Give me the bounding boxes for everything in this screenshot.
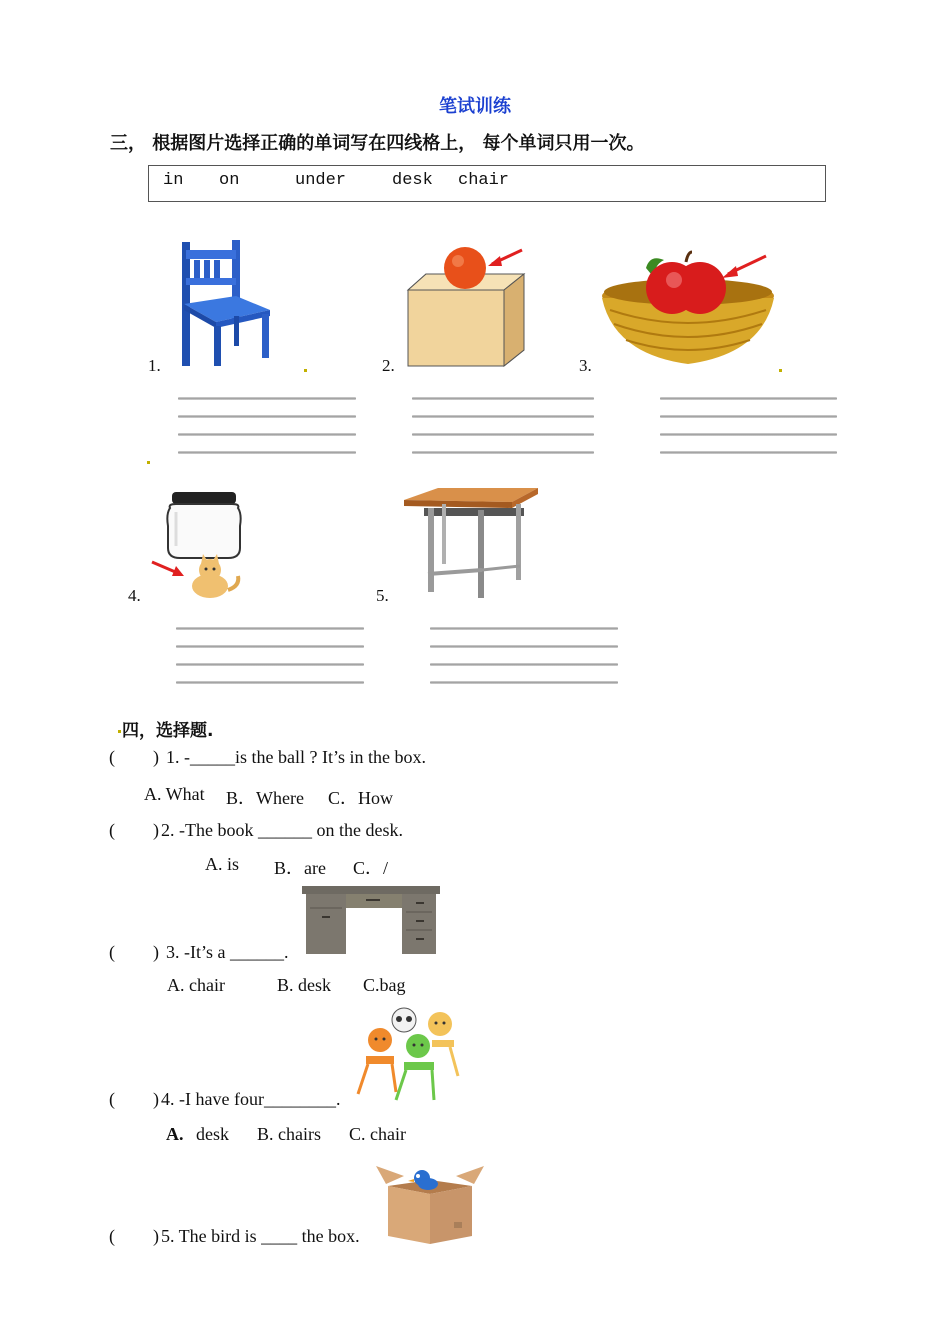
writing-lines-5[interactable]	[430, 627, 618, 699]
q1-option-c[interactable]: C．How	[328, 788, 394, 808]
word-in: in	[163, 171, 184, 190]
q3-option-b[interactable]: B. desk	[277, 975, 331, 995]
q4-option-b[interactable]: B. chairs	[257, 1124, 321, 1144]
q3-option-a[interactable]: A. chair	[167, 975, 225, 995]
q1-text: 1. -_____is the ball ? It’s in the box.	[166, 747, 426, 767]
q4-paren-close[interactable]: )	[153, 1089, 159, 1109]
school-desk-icon	[402, 486, 540, 602]
q4-text: 4. -I have four________.	[161, 1089, 341, 1109]
page-title: 笔试训练	[439, 96, 511, 117]
item-3-number: 3.	[579, 356, 592, 375]
q3-option-c[interactable]: C.bag	[363, 975, 406, 995]
item-4-number: 4.	[128, 586, 141, 605]
cat-under-jar-icon	[150, 490, 262, 602]
bird-in-box-icon	[374, 1160, 486, 1244]
item-2-number: 2.	[382, 356, 395, 375]
q2-option-c[interactable]: C．/	[353, 858, 389, 878]
q2-text: 2. -The book ______ on the desk.	[161, 820, 403, 840]
q2-paren-open[interactable]: (	[109, 820, 115, 840]
section-4-heading: 四，选择题.	[122, 721, 214, 741]
q2-paren-close[interactable]: )	[153, 820, 159, 840]
q5-paren-open[interactable]: (	[109, 1226, 115, 1246]
q4-option-a-label[interactable]: A.	[166, 1124, 184, 1144]
q2-option-b[interactable]: B．are	[274, 858, 326, 878]
word-under: under	[295, 171, 347, 190]
decor-dot	[779, 369, 782, 372]
ball-on-box-icon	[404, 244, 528, 370]
section-3-heading: 三， 根据图片选择正确的单词写在四线格上， 每个单词只用一次。	[110, 133, 645, 154]
apple-in-basket-icon	[600, 254, 776, 366]
writing-lines-2[interactable]	[412, 397, 594, 469]
q3-paren-open[interactable]: (	[109, 942, 115, 962]
decor-dot	[304, 369, 307, 372]
q2-option-a[interactable]: A. is	[205, 854, 240, 874]
word-desk: desk	[392, 171, 433, 190]
item-5-number: 5.	[376, 586, 389, 605]
writing-lines-3[interactable]	[660, 397, 837, 469]
word-on: on	[219, 171, 240, 190]
q5-text: 5. The bird is ____ the box.	[161, 1226, 360, 1246]
q4-option-a[interactable]: desk	[196, 1124, 229, 1144]
q4-paren-open[interactable]: (	[109, 1089, 115, 1109]
animal-chairs-icon	[352, 1006, 464, 1104]
office-desk-icon	[302, 886, 440, 956]
decor-dot	[118, 730, 121, 733]
q1-option-b[interactable]: B．Where	[226, 788, 304, 808]
q5-paren-close[interactable]: )	[153, 1226, 159, 1246]
q1-option-a[interactable]: A. What	[144, 784, 205, 804]
writing-lines-4[interactable]	[176, 627, 364, 699]
word-bank	[148, 165, 826, 202]
decor-dot	[147, 461, 150, 464]
q4-option-c[interactable]: C. chair	[349, 1124, 406, 1144]
word-chair: chair	[458, 171, 510, 190]
blue-chair-icon	[176, 238, 276, 370]
q3-paren-close[interactable]: )	[153, 942, 159, 962]
item-1-number: 1.	[148, 356, 161, 375]
writing-lines-1[interactable]	[178, 397, 356, 469]
q3-text: 3. -It’s a ______.	[166, 942, 289, 962]
q1-paren-open[interactable]: (	[109, 747, 115, 767]
q1-paren-close[interactable]: )	[153, 747, 159, 767]
